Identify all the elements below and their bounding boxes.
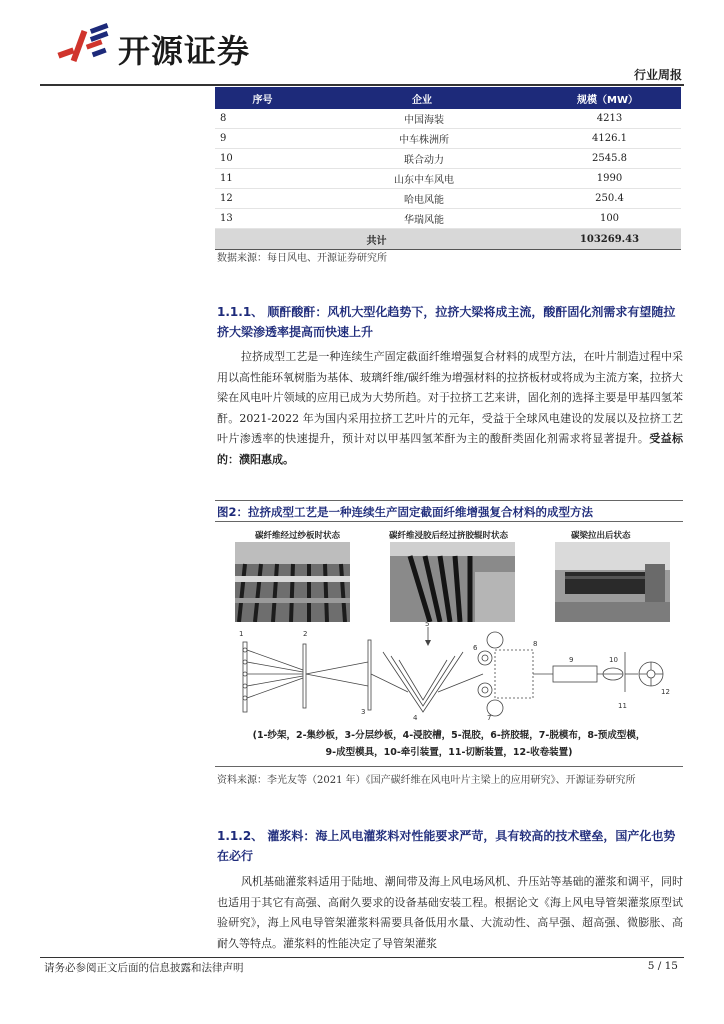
diagram-label-6: 6 (473, 644, 478, 652)
figure-legend-line-1: (1-纱架，2-集纱板，3-分层纱板，4-浸胶槽，5-混胶，6-挤胶辊，7-脱模布，8-预成型模， (252, 730, 646, 741)
photo-caption-2: 碳纤维浸胶后经过挤胶辊时状态 (389, 531, 509, 541)
diagram-label-11: 11 (618, 702, 627, 710)
table-source: 数据来源：每日风电、开源证券研究所 (217, 253, 387, 264)
total-value: 103269.43 (534, 229, 681, 250)
section-title-1-1-2: 1.1.2、 灌浆料：海上风电灌浆料对性能要求严苛，具有较高的技术壁垒，国产化也势在必行 (217, 829, 676, 863)
diagram-label-10: 10 (609, 656, 618, 664)
cell-seq: 10 (215, 149, 310, 169)
logo-text: 开源证券 (118, 32, 251, 70)
figure-source: 资料来源：李光友等（2021 年）《国产碳纤维在风电叶片主梁上的应用研究》、开源证券研究所 (217, 775, 636, 786)
column-header-scale: 规模（MW） (534, 87, 681, 109)
company-logo (56, 20, 286, 68)
beneficiary-value: 濮阳惠成。 (239, 452, 294, 466)
report-type: 行业周报 (633, 68, 682, 82)
pultrusion-process-diagram (233, 622, 673, 722)
cell-seq: 8 (215, 109, 310, 129)
section2-body: 风机基础灌浆料适用于陆地、潮间带及海上风电场风机、升压站等基础的灌浆和调平，同时也适用于其它有高强、高耐久要求的设备基础安装工程。根据论文《海上风电导管架灌浆原型试验研究》，海上风电导管架灌浆料需要具备低用水量、大流动性、高早强、超高强、微膨胀、高耐久等特点。灌浆料的性能决定了导管架灌浆 (217, 875, 683, 950)
beneficiary-label: 受益标的： (217, 432, 683, 466)
cell-company: 中车株洲所 (310, 129, 534, 149)
table-row (215, 129, 681, 149)
photo-fiber-creel (235, 542, 350, 622)
diagram-label-12: 12 (661, 688, 670, 696)
photo-caption-3: 碳梁拉出后状态 (571, 531, 631, 541)
diagram-label-8: 8 (533, 640, 538, 648)
diagram-label-5: 5 (425, 622, 430, 628)
cell-company: 中国海装 (310, 109, 534, 129)
diagram-label-9: 9 (569, 656, 574, 664)
diagram-label-2: 2 (303, 630, 308, 638)
column-header-seq: 序号 (215, 87, 310, 109)
table-row (215, 169, 681, 189)
section1-body-text: 拉挤成型工艺是一种连续生产固定截面纤维增强复合材料的成型方法，在叶片制造过程中采用以高性能环氧树脂为基体、玻璃纤维/碳纤维为增强材料的拉挤板材或将成为主流方案，拉挤大梁在风电叶片领域的应用已成为大势所趋。对于拉挤工艺来讲，固化剂的选择主要是甲基四氢苯酐。2021-2022 年为国内采用拉挤工艺叶片的元年，受益于全球风电建设的发展以及拉挤工艺叶片渗透率的快速提升，预计对以甲基四氢苯酐为主的酸酐类固化剂需求将显著提升。 (217, 350, 683, 445)
total-label: 共计 (215, 229, 534, 250)
header-divider (40, 84, 684, 86)
diagram-label-4: 4 (413, 714, 418, 722)
cell-company: 联合动力 (310, 149, 534, 169)
cell-scale: 2545.8 (534, 149, 681, 169)
cell-scale: 1990 (534, 169, 681, 189)
table-row (215, 189, 681, 209)
kaiyuan-logo-icon (56, 20, 112, 68)
cell-scale: 100 (534, 209, 681, 229)
cell-scale: 4126.1 (534, 129, 681, 149)
diagram-label-3: 3 (361, 708, 366, 716)
figure-bottom-rule (215, 766, 683, 767)
table-row (215, 209, 681, 229)
cell-seq: 13 (215, 209, 310, 229)
table-total-row (215, 229, 681, 250)
photo-impregnated-fiber (390, 542, 515, 622)
diagram-label-7: 7 (487, 714, 492, 722)
figure-top-rule (215, 500, 683, 501)
page-number: 5 / 15 (647, 960, 678, 972)
cell-seq: 12 (215, 189, 310, 209)
cell-seq: 11 (215, 169, 310, 189)
column-header-company: 企业 (310, 87, 534, 109)
section-title-1-1-1: 1.1.1、 顺酐酸酐：风机大型化趋势下，拉挤大梁将成主流，酸酐固化剂需求有望随拉挤大梁渗透率提高而快速上升 (217, 305, 676, 339)
figure-2-title: 图2：拉挤成型工艺是一种连续生产固定截面纤维增强复合材料的成型方法 (217, 505, 593, 519)
photo-carbon-beam (555, 542, 670, 622)
cell-scale: 4213 (534, 109, 681, 129)
footer-disclaimer: 请务必参阅正文后面的信息披露和法律声明 (44, 962, 244, 974)
photo-caption-1: 碳纤维经过纱板时状态 (255, 531, 341, 541)
cell-seq: 9 (215, 129, 310, 149)
table-row (215, 149, 681, 169)
footer-divider (40, 957, 684, 958)
cell-company: 山东中车风电 (310, 169, 534, 189)
cell-company: 哈电风能 (310, 189, 534, 209)
table-row (215, 109, 681, 129)
figure-legend-line-2: 9-成型模具，10-牵引装置，11-切断装置，12-收卷装置) (325, 747, 573, 758)
table-header-row (215, 87, 681, 109)
diagram-label-1: 1 (239, 630, 244, 638)
cell-company: 华瑞风能 (310, 209, 534, 229)
manufacturer-scale-table (215, 87, 681, 250)
cell-scale: 250.4 (534, 189, 681, 209)
section1-body (217, 347, 683, 470)
